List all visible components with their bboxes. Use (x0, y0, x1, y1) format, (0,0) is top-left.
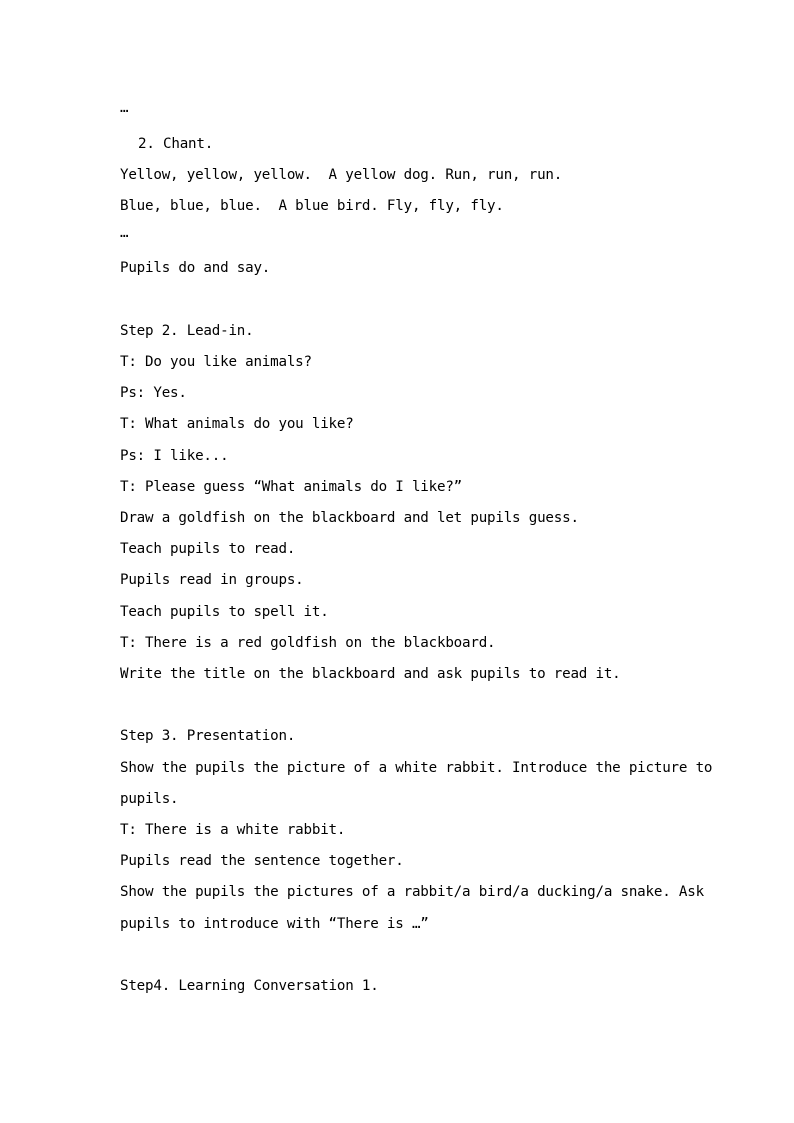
chant-line-yellow: Yellow, yellow, yellow. A yellow dog. Run, run, run. (120, 167, 563, 183)
dialogue-line: T: Please guess “What animals do I like?” (120, 479, 463, 495)
step-heading: Step 3. Presentation. (120, 728, 296, 744)
step-heading: Step 2. Lead-in. (120, 323, 254, 339)
dialogue-line: Ps: I like... (120, 448, 229, 464)
ellipsis-line: … (120, 100, 129, 116)
text-line: pupils to introduce with “There is …” (120, 916, 429, 932)
text-line: Teach pupils to read. (120, 541, 296, 557)
dialogue-line: T: There is a red goldfish on the blackboard. (120, 635, 496, 651)
text-line: Write the title on the blackboard and ask pupils to read it. (120, 666, 621, 682)
text-line: Draw a goldfish on the blackboard and let pupils guess. (120, 510, 579, 526)
text-line: Pupils read in groups. (120, 572, 304, 588)
text-line: Pupils do and say. (120, 260, 271, 276)
text-line: pupils. (120, 791, 179, 807)
chant-line-blue: Blue, blue, blue. A blue bird. Fly, fly, fly. (120, 198, 504, 214)
dialogue-line: T: Do you like animals? (120, 354, 312, 370)
ellipsis-line: … (120, 225, 129, 241)
dialogue-line: T: There is a white rabbit. (120, 822, 346, 838)
text-line: Teach pupils to spell it. (120, 604, 329, 620)
text-line: Pupils read the sentence together. (120, 853, 404, 869)
text-line: Show the pupils the picture of a white rabbit. Introduce the picture to (120, 760, 713, 776)
text-line: Show the pupils the pictures of a rabbit/a bird/a ducking/a snake. Ask (120, 884, 704, 900)
dialogue-line: T: What animals do you like? (120, 416, 354, 432)
step-heading: Step4. Learning Conversation 1. (120, 978, 379, 994)
dialogue-line: Ps: Yes. (120, 385, 187, 401)
chant-heading: 2. Chant. (138, 136, 214, 152)
